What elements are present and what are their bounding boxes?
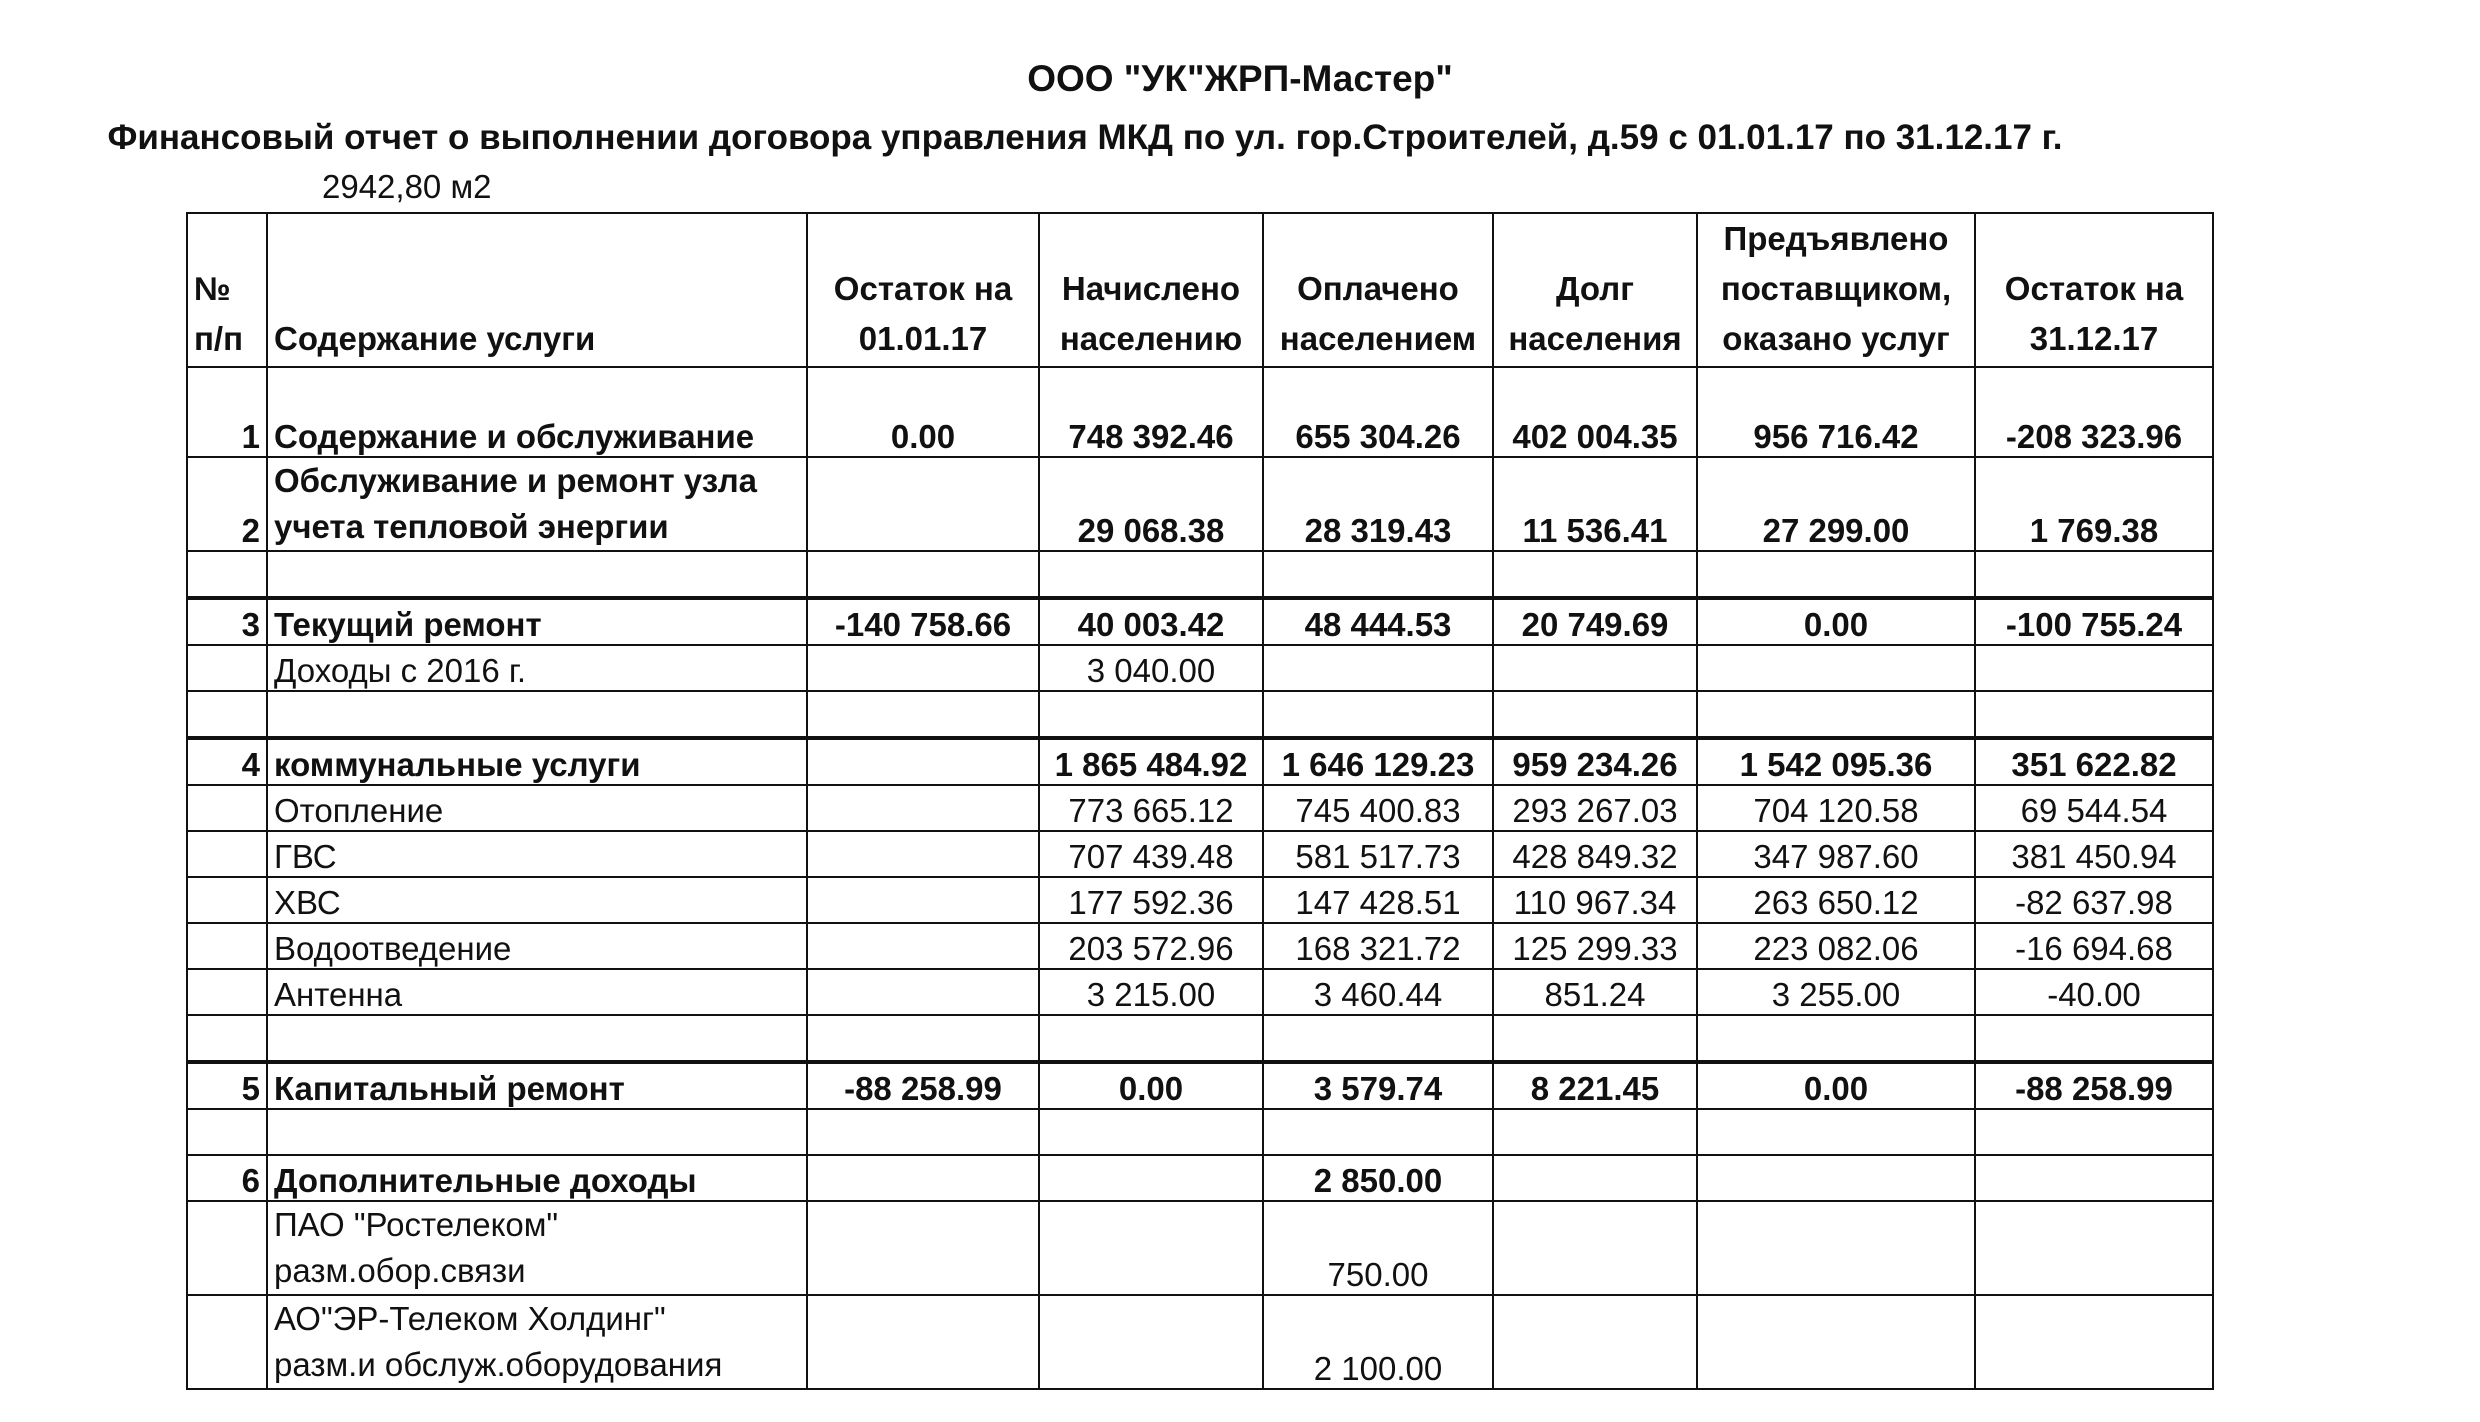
service-name-line: ПАО "Ростелеком" (274, 1206, 559, 1243)
charged: 748 392.46 (1039, 367, 1263, 457)
debt: 125 299.33 (1493, 923, 1697, 969)
balance-end: 381 450.94 (1975, 831, 2213, 877)
supplier-amount: 347 987.60 (1697, 831, 1975, 877)
balance-start (807, 738, 1039, 785)
balance-end: 1 769.38 (1975, 457, 2213, 551)
building-area: 2942,80 м2 (322, 168, 492, 205)
table-row (187, 923, 2213, 969)
table-row (187, 877, 2213, 923)
balance-end: 69 544.54 (1975, 785, 2213, 831)
header-debt (1493, 213, 1697, 367)
table-row (187, 457, 2213, 551)
header-service (267, 213, 807, 367)
report-title: Финансовый отчет о выполнении договора управления МКД по ул. гор.Строителей, д.59 с 01.01.17 по 31.12.17 г. (107, 118, 2063, 157)
row-number: 6 (187, 1155, 267, 1201)
balance-end: -88 258.99 (1975, 1062, 2213, 1109)
charged: 177 592.36 (1039, 877, 1263, 923)
supplier-amount: 1 542 095.36 (1697, 738, 1975, 785)
service-name: Дополнительные доходы (267, 1155, 807, 1201)
header-balance-end-line: 31.12.17 (2029, 320, 2159, 357)
balance-start: 0.00 (807, 367, 1039, 457)
service-name: Антенна (267, 969, 807, 1015)
paid: 655 304.26 (1263, 367, 1493, 457)
charged: 1 865 484.92 (1039, 738, 1263, 785)
table-row (187, 785, 2213, 831)
charged: 40 003.42 (1039, 598, 1263, 645)
debt: 8 221.45 (1493, 1062, 1697, 1109)
header-paid-line: Оплачено (1297, 270, 1459, 307)
table-row (187, 831, 2213, 877)
paid: 750.00 (1263, 1201, 1493, 1295)
header-charged-line: Начислено (1061, 270, 1241, 307)
service-name (267, 457, 807, 551)
empty-row (187, 551, 2213, 598)
table-row (187, 1155, 2213, 1201)
header-paid-line: населением (1279, 320, 1477, 357)
supplier-amount: 263 650.12 (1697, 877, 1975, 923)
service-name-line: разм.обор.связи (274, 1252, 526, 1289)
debt: 402 004.35 (1493, 367, 1697, 457)
charged: 0.00 (1039, 1062, 1263, 1109)
paid: 28 319.43 (1263, 457, 1493, 551)
service-name: Капитальный ремонт (267, 1062, 807, 1109)
supplier-amount: 3 255.00 (1697, 969, 1975, 1015)
service-name-line: Обслуживание и ремонт узла (274, 462, 758, 499)
table-row (187, 738, 2213, 785)
empty-row (187, 691, 2213, 738)
header-supplier-line: поставщиком, (1720, 270, 1952, 307)
paid: 581 517.73 (1263, 831, 1493, 877)
debt: 110 967.34 (1493, 877, 1697, 923)
supplier-amount: 0.00 (1697, 598, 1975, 645)
paid: 48 444.53 (1263, 598, 1493, 645)
table-row (187, 1062, 2213, 1109)
header-balance-start-line: Остаток на (833, 270, 1013, 307)
service-name-line: учета тепловой энергии (274, 508, 669, 545)
row-number: 3 (187, 598, 267, 645)
paid: 1 646 129.23 (1263, 738, 1493, 785)
supplier-amount: 956 716.42 (1697, 367, 1975, 457)
header-balance-end (1975, 213, 2213, 367)
charged: 29 068.38 (1039, 457, 1263, 551)
debt: 851.24 (1493, 969, 1697, 1015)
header-supplier (1697, 213, 1975, 367)
supplier-amount: 704 120.58 (1697, 785, 1975, 831)
empty-row (187, 1109, 2213, 1155)
paid: 2 100.00 (1263, 1295, 1493, 1389)
row-number: 4 (187, 738, 267, 785)
service-name-line: АО"ЭР-Телеком Холдинг" (274, 1300, 666, 1337)
table-row (187, 1201, 2213, 1295)
paid: 147 428.51 (1263, 877, 1493, 923)
table-row (187, 367, 2213, 457)
debt: 11 536.41 (1493, 457, 1697, 551)
charged: 773 665.12 (1039, 785, 1263, 831)
balance-end: -208 323.96 (1975, 367, 2213, 457)
supplier-amount: 223 082.06 (1697, 923, 1975, 969)
header-paid (1263, 213, 1493, 367)
service-name (267, 1295, 807, 1389)
row-number: 5 (187, 1062, 267, 1109)
financial-report-table (186, 212, 2214, 1390)
empty-row (187, 1015, 2213, 1062)
header-number-line: № (194, 270, 231, 307)
paid: 2 850.00 (1263, 1155, 1493, 1201)
header-balance-end-line: Остаток на (2004, 270, 2184, 307)
service-name: Содержание и обслуживание (267, 367, 807, 457)
balance-end: 351 622.82 (1975, 738, 2213, 785)
table-row (187, 645, 2213, 691)
table-row (187, 1295, 2213, 1389)
service-name: Текущий ремонт (267, 598, 807, 645)
balance-end: -100 755.24 (1975, 598, 2213, 645)
header-balance-start (807, 213, 1039, 367)
service-name (267, 1201, 807, 1295)
supplier-amount: 27 299.00 (1697, 457, 1975, 551)
header-supplier-line: Предъявлено (1723, 220, 1949, 257)
header-charged (1039, 213, 1263, 367)
balance-start: -140 758.66 (807, 598, 1039, 645)
debt: 293 267.03 (1493, 785, 1697, 831)
table-body (187, 367, 2213, 1389)
balance-start (807, 457, 1039, 551)
debt: 428 849.32 (1493, 831, 1697, 877)
header-balance-start-line: 01.01.17 (858, 320, 988, 357)
table-row (187, 969, 2213, 1015)
header-debt-line: населения (1508, 320, 1682, 357)
balance-end: -16 694.68 (1975, 923, 2213, 969)
table-header (187, 213, 2213, 367)
charged: 707 439.48 (1039, 831, 1263, 877)
balance-start: -88 258.99 (807, 1062, 1039, 1109)
service-name: Водоотведение (267, 923, 807, 969)
service-name: Доходы с 2016 г. (267, 645, 807, 691)
service-name: коммунальные услуги (267, 738, 807, 785)
row-number: 2 (187, 457, 267, 551)
service-name: Отопление (267, 785, 807, 831)
header-supplier-line: оказано услуг (1722, 320, 1950, 357)
balance-end: -40.00 (1975, 969, 2213, 1015)
row-number: 1 (187, 367, 267, 457)
debt: 20 749.69 (1493, 598, 1697, 645)
charged: 203 572.96 (1039, 923, 1263, 969)
service-name-line: разм.и обслуж.оборудования (274, 1346, 723, 1383)
supplier-amount: 0.00 (1697, 1062, 1975, 1109)
paid: 3 460.44 (1263, 969, 1493, 1015)
table-row (187, 598, 2213, 645)
debt: 959 234.26 (1493, 738, 1697, 785)
paid: 3 579.74 (1263, 1062, 1493, 1109)
header-number-line: п/п (194, 320, 244, 357)
header-debt-line: Долг (1556, 270, 1634, 307)
charged: 3 040.00 (1039, 645, 1263, 691)
header-number (187, 213, 267, 367)
charged: 3 215.00 (1039, 969, 1263, 1015)
header-charged-line: населению (1059, 320, 1243, 357)
balance-end: -82 637.98 (1975, 877, 2213, 923)
service-name: ХВС (267, 877, 807, 923)
service-name: ГВС (267, 831, 807, 877)
paid: 168 321.72 (1263, 923, 1493, 969)
header-service-line: Содержание услуги (274, 320, 596, 357)
company-name: ООО "УК"ЖРП-Мастер" (1027, 58, 1453, 99)
paid: 745 400.83 (1263, 785, 1493, 831)
